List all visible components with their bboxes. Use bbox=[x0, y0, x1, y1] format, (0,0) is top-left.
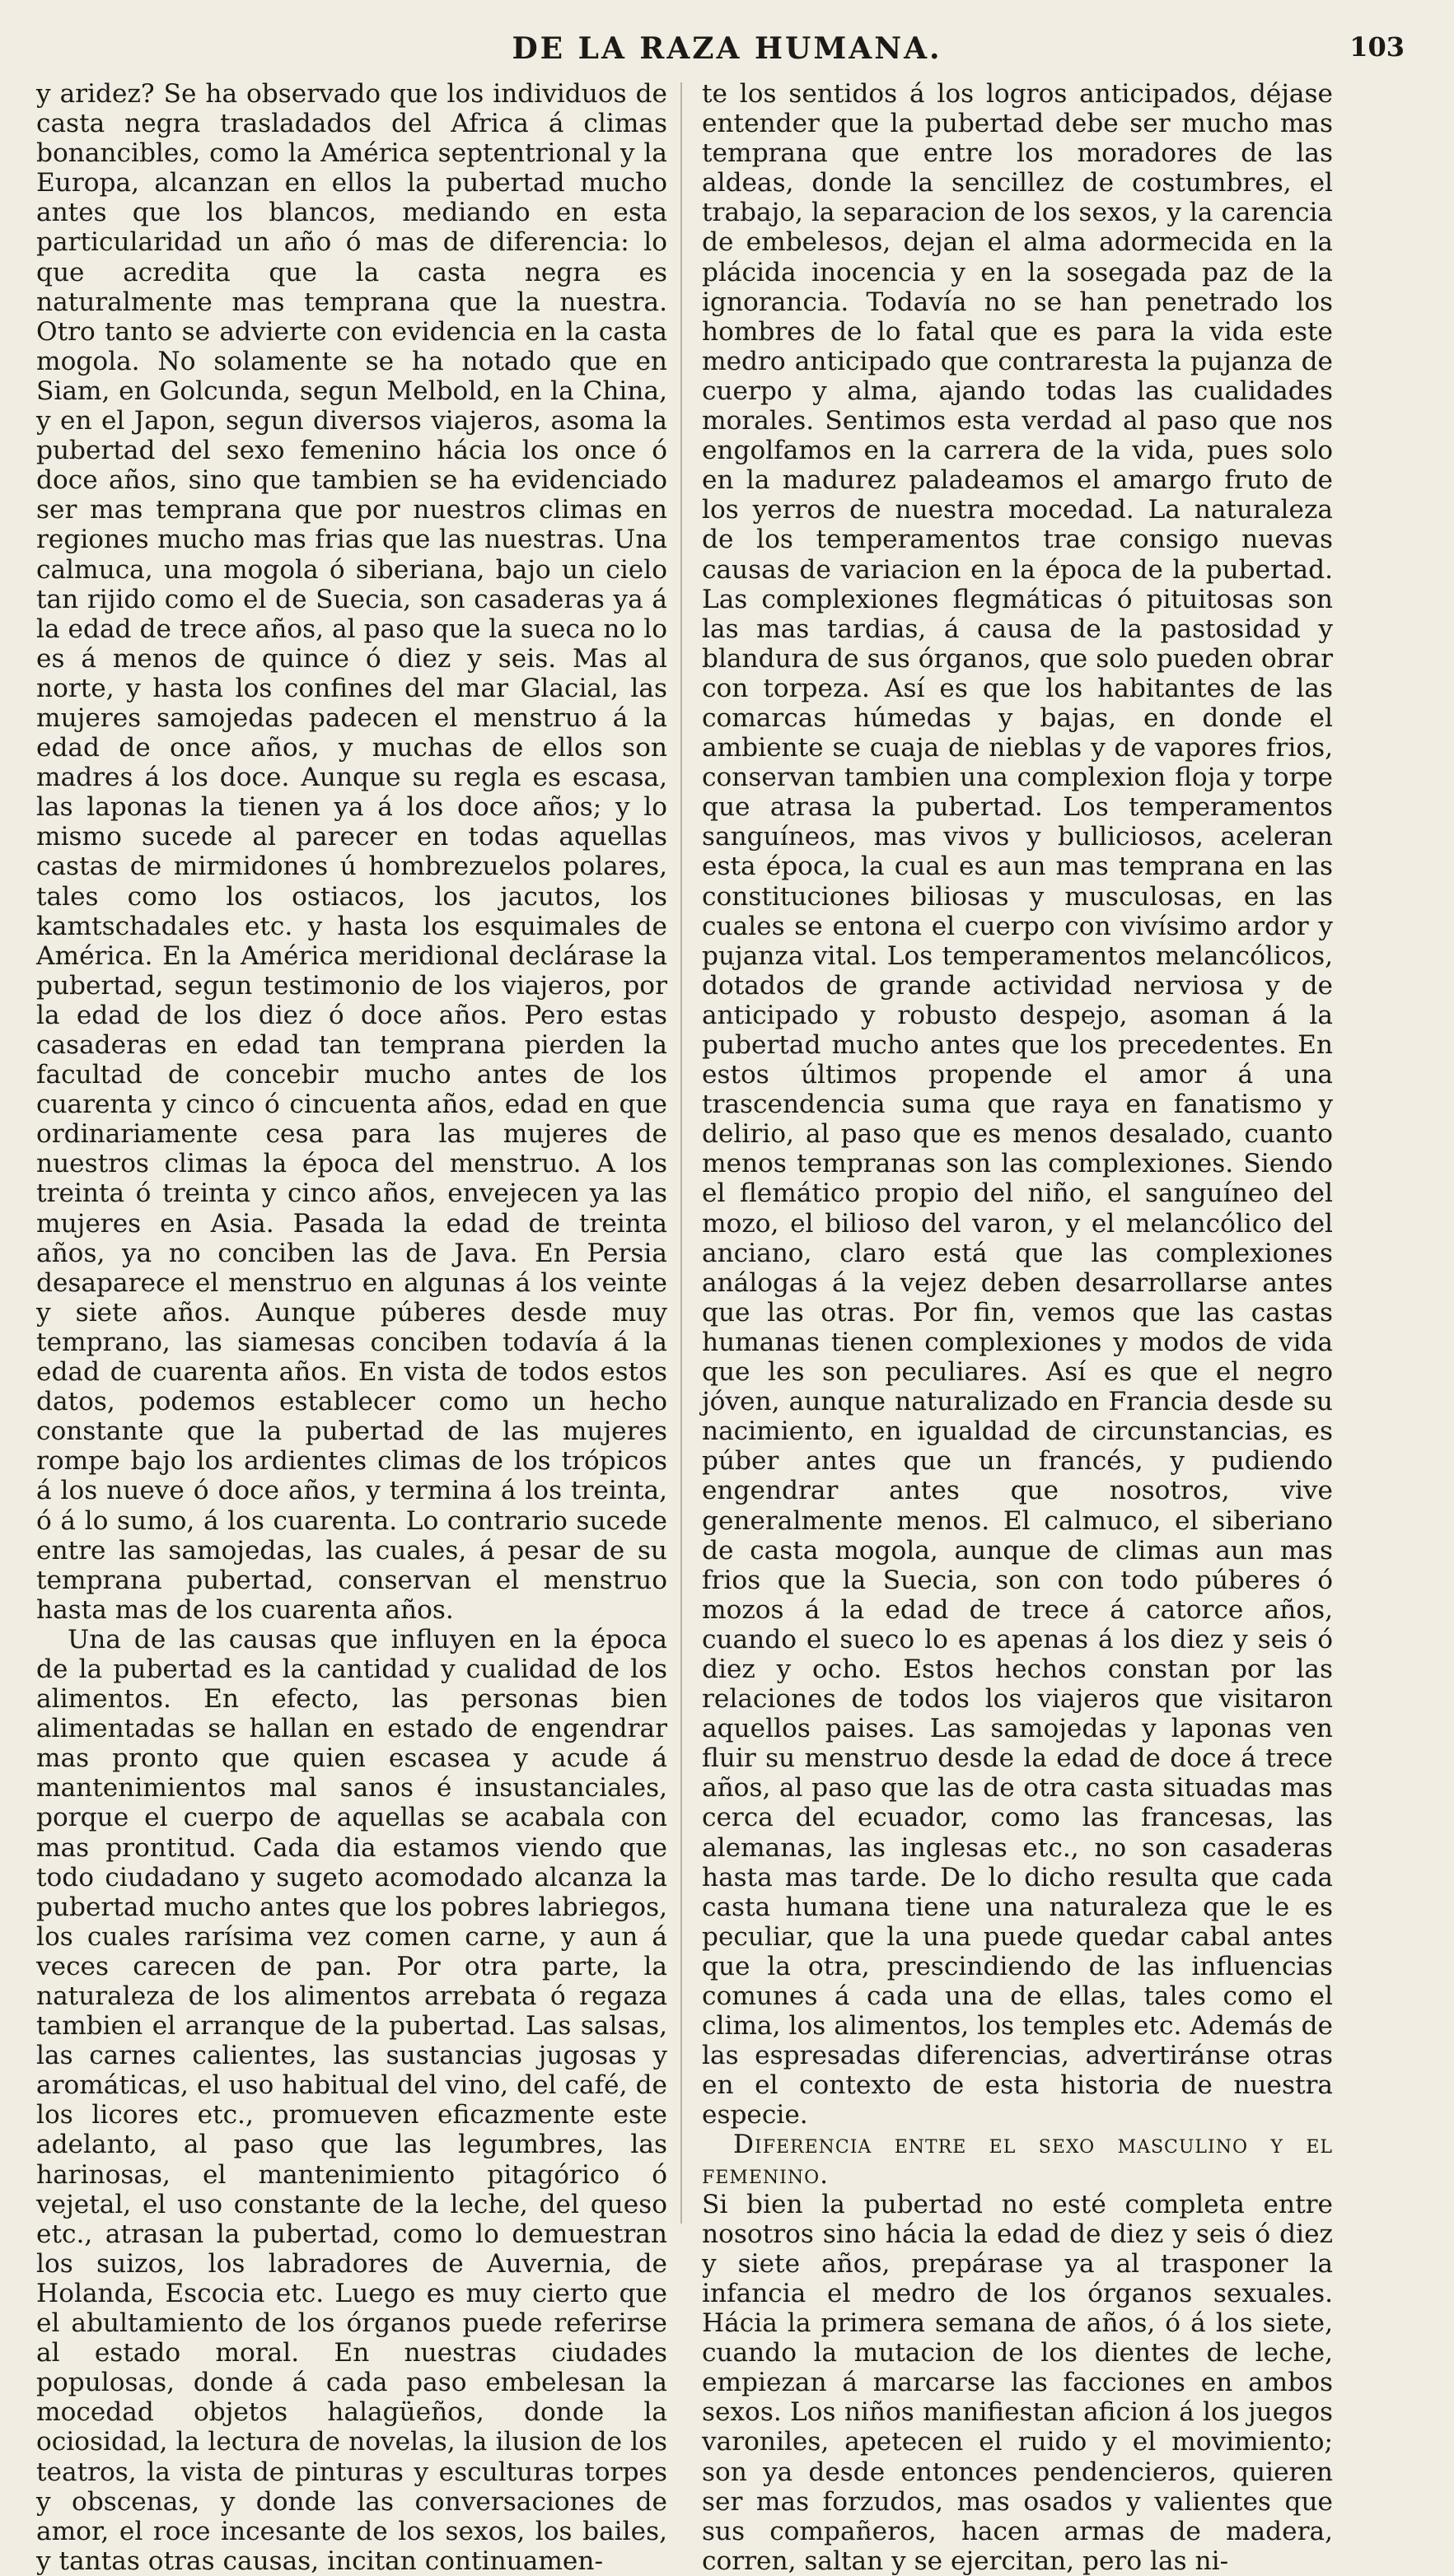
paragraph: te los sentidos á los logros anticipados, déjase entender que la pubertad debe ser mucho mas temprana que entre los moradores de las aldeas, donde la sencillez de costumbres, el trabajo, la separacion de los sexos, y la carencia de embelesos, dejan el alma adormecida en la plácida inocencia y en la sosegada paz de la ignorancia. Todavía no se han penetrado los hombres de lo fatal que es para la vida este medro anticipado que contraresta la pujanza de cuerpo y alma, ajando todas las cualidades morales. Sentimos esta verdad al paso que nos engolfamos en la carrera de la vida, pues solo en la madurez paladeamos el amargo fruto de los yerros de nuestra mocedad. La naturaleza de los temperamentos trae consigo nuevas causas de variacion en la época de la pubertad. Las complexiones flegmáticas ó pituitosas son las mas tardias, á causa de la pastosidad y blandura de sus órganos, que solo pueden obrar con torpeza. Así es que los habitantes de las comarcas húmedas y bajas, en donde el ambiente se cuaja de nieblas y de vapores frios, conservan tambien una complexion floja y torpe que atrasa la pubertad. Los temperamentos sanguíneos, mas vivos y bulliciosos, aceleran esta época, la cual es aun mas temprana en las constituciones biliosas y musculosas, en las cuales se entona el cuerpo con vivísimo ardor y pujanza vital. Los temperamentos melancólicos, dotados de grande actividad nerviosa y de anticipado y robusto despejo, asoman á la pubertad mucho antes que los precedentes. En estos últimos propende el amor á una trascendencia suma que raya en fanatismo y delirio, al paso que es menos desalado, cuanto menos tempranas son las complexiones. Siendo el flemático propio del niño, el sanguíneo del mozo, el bilioso del varon, y el melancólico del anciano, claro está que las complexiones análogas á la vejez deben desarrollarse antes que las otras. Por fin, vemos que las castas humanas tienen complexiones y modos de vida que les son peculiares. Así es que el negro jóven, aunque naturalizado en Francia desde su nacimiento, en igualdad de circunstancias, es púber antes que un francés, y pudiendo engendrar antes que nosotros, vive generalmente menos. El calmuco, el siberiano de casta mogola, aunque de climas aun mas frios que la Suecia, son con todo púberes ó mozos á la edad de trece á catorce años, cuando el sueco lo es apenas á los diez y seis ó diez y ocho. Estos hechos constan por las relaciones de todos los viajeros que visitaron aquellos paises. Las samojedas y laponas ven fluir su menstruo desde la edad de doce á trece años, al paso que las de otra casta situadas mas cerca del ecuador, como las francesas, las alemanas, las inglesas etc., no son casaderas hasta mas tarde. De lo dicho resulta que cada casta humana tiene una naturaleza que le es peculiar, que la una puede quedar cabal antes que la otra, prescindiendo de las influencias comunes á cada una de ellas, tales como el clima, los alimentos, los temples etc. Además de las espresadas diferencias, advertiránse otras en el contexto de esta historia de nuestra especie. bbox=[702, 79, 1333, 2130]
left-column bbox=[36, 79, 667, 2576]
page-number: 103 bbox=[1349, 31, 1405, 63]
paragraph: Una de las causas que influyen en la época de la pubertad es la cantidad y cualidad de los alimentos. En efecto, las personas bien alimentadas se hallan en estado de engendrar mas pronto que quien escasea y acude á mantenimientos mal sanos é insustanciales, porque el cuerpo de aquellas se acabala con mas prontitud. Cada dia estamos viendo que todo ciudadano y sugeto acomodado alcanza la pubertad mucho antes que los pobres labriegos, los cuales rarísima vez comen carne, y aun á veces carecen de pan. Por otra parte, la naturaleza de los alimentos arrebata ó regaza tambien el arranque de la pubertad. Las salsas, las carnes calientes, las sustancias jugosas y aromáticas, el uso habitual del vino, del café, de los licores etc., promueven eficazmente este adelanto, al paso que las legumbres, las harinosas, el mantenimiento pitagórico ó vejetal, el uso constante de la leche, del queso etc., atrasan la pubertad, como lo demuestran los suizos, los labradores de Auvernia, de Holanda, Escocia etc. Luego es muy cierto que el abultamiento de los órganos puede referirse al estado moral. En nuestras ciudades populosas, donde á cada paso embelesan la mocedad objetos halagüeños, donde la ociosidad, la lectura de novelas, la ilusion de los teatros, la vista de pinturas y esculturas torpes y obscenas, y donde las conversaciones de amor, el roce incesante de los sexos, los bailes, y tantas otras causas, incitan continuamen- bbox=[36, 1624, 667, 2576]
paragraph: Si bien la pubertad no esté completa entre nosotros sino hácia la edad de diez y seis ó diez y siete años, prepárase ya al trasponer la infancia el medro de los órganos sexuales. Hácia la primera semana de años, ó á los siete, cuando la mutacion de los dientes de leche, empiezan á marcarse las facciones en ambos sexos. Los niños manifiestan aficion á los juegos varoniles, apetecen el ruido y el movimiento; son ya desde entonces pendencieros, quieren ser mas forzudos, mas osados y valientes que sus compañeros, hacen armas de madera, corren, saltan y se ejercitan, pero las ni- bbox=[702, 2189, 1333, 2576]
right-column bbox=[702, 79, 1333, 2576]
running-title: DE LA RAZA HUMANA. bbox=[512, 31, 942, 66]
section-heading: Diferencia entre el sexo masculino y el femenino. bbox=[702, 2130, 1333, 2190]
paragraph: y aridez? Se ha observado que los individuos de casta negra trasladados del Africa á climas bonancibles, como la América septentrional y la Europa, alcanzan en ellos la pubertad mucho antes que los blancos, mediando en esta particularidad un año ó mas de diferencia: lo que acredita que la casta negra es naturalmente mas temprana que la nuestra. Otro tanto se advierte con evidencia en la casta mogola. No solamente se ha notado que en Siam, en Golcunda, segun Melbold, en la China, y en el Japon, segun diversos viajeros, asoma la pubertad del sexo femenino hácia los once ó doce años, sino que tambien se ha evidenciado ser mas temprana que por nuestros climas en regiones mucho mas frias que las nuestras. Una calmuca, una mogola ó siberiana, bajo un cielo tan rijido como el de Suecia, son casaderas ya á la edad de trece años, al paso que la sueca no lo es á menos de quince ó diez y seis. Mas al norte, y hasta los confines del mar Glacial, las mujeres samojedas padecen el menstruo á la edad de once años, y muchas de ellos son madres á los doce. Aunque su regla es escasa, las laponas la tienen ya á los doce años; y lo mismo sucede al parecer en todas aquellas castas de mirmidones ú hombrezuelos polares, tales como los ostiacos, los jacutos, los kamtschadales etc. y hasta los esquimales de América. En la América meridional declárase la pubertad, segun testimonio de los viajeros, por la edad de los diez ó doce años. Pero estas casaderas en edad tan temprana pierden la facultad de concebir mucho antes de los cuarenta y cinco ó cincuenta años, edad en que ordinariamente cesa para las mujeres de nuestros climas la época del menstruo. A los treinta ó treinta y cinco años, envejecen ya las mujeres en Asia. Pasada la edad de treinta años, ya no conciben las de Java. En Persia desaparece el menstruo en algunas á los veinte y siete años. Aunque púberes desde muy temprano, las siamesas conciben todavía á la edad de cuarenta años. En vista de todos estos datos, podemos establecer como un hecho constante que la pubertad de las mujeres rompe bajo los ardientes climas de los trópicos á los nueve ó doce años, y termina á los treinta, ó á lo sumo, á los cuarenta. Lo contrario sucede entre las samojedas, las cuales, á pesar de su temprana pubertad, conservan el menstruo hasta mas de los cuarenta años. bbox=[36, 79, 667, 1625]
column-divider bbox=[680, 82, 682, 2224]
page-header bbox=[49, 31, 1405, 77]
